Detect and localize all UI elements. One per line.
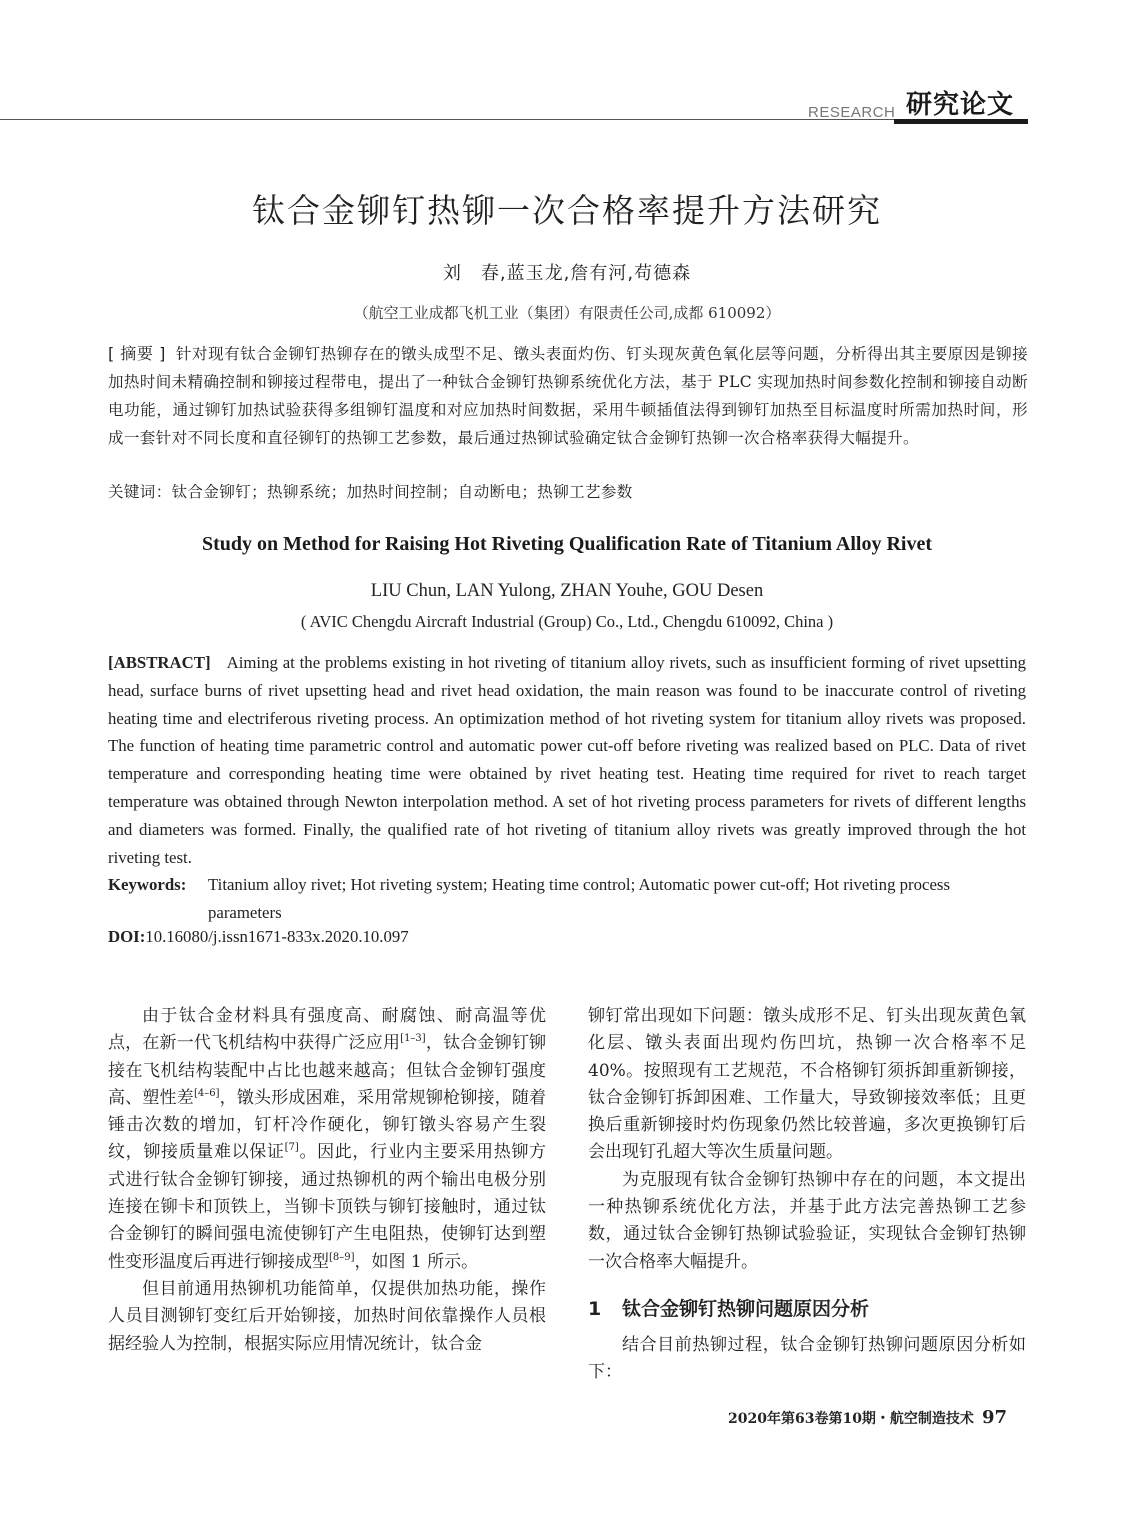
abstract-en-label: [ABSTRACT] xyxy=(108,653,211,672)
page-number: 97 xyxy=(981,1407,1007,1428)
section-label-en: RESEARCH xyxy=(808,104,896,121)
page-footer xyxy=(728,1407,1007,1428)
keywords-zh-label: 关键词： xyxy=(108,483,172,501)
paper-title-en: Study on Method for Raising Hot Riveting Qualification Rate of Titanium Alloy Rivet xyxy=(201,533,933,555)
body-paragraph-1: 由于钛合金材料具有强度高、耐腐蚀、耐高温等优点，在新一代飞机结构中获得广泛应用[1–3]，钛合金铆钉铆接在飞机结构装配中占比也越来越高；但钛合金铆钉强度高、塑性差[4–6]，镦头形成困难，采用常规铆枪铆接，随着锤击次数的增加，钉杆冷作硬化，铆钉镦头容易产生裂纹，铆接质量难以保证[7]。因此，行业内主要采用热铆方式进行钛合金铆钉铆接，通过热铆机的两个输出电极分别连接在铆卡和顶铁上，当铆卡顶铁与铆钉接触时，通过钛合金铆钉的瞬间强电流使铆钉产生电阻热，使铆钉达到塑性变形温度后再进行铆接成型[8–9]，如图 1 所示。 xyxy=(108,1006,547,1272)
body-column-left xyxy=(108,1003,546,1358)
body-column-right xyxy=(588,1003,1026,1387)
keywords-en-text: Titanium alloy rivet; Hot riveting system; Heating time control; Automatic power cut-off; Hot riveting process parameters xyxy=(208,875,950,922)
abstract-zh-text: 针对现有钛合金铆钉热铆存在的镦头成型不足、镦头表面灼伤、钉头现灰黄色氧化层等问题，分析得出其主要原因是铆接加热时间未精确控制和铆接过程带电，提出了一种钛合金铆钉热铆系统优化方法，基于 PLC 实现加热时间参数化控制和铆接自动断电功能，通过铆钉加热试验获得多组铆钉温度和对应加热时间数据，采用牛顿插值法得到铆钉加热至目标温度时所需加热时间，形成一套针对不同长度和直径铆钉的热铆工艺参数，最后通过热铆试验确定钛合金铆钉热铆一次合格率获得大幅提升。 xyxy=(108,345,1028,447)
keywords-zh-text: 钛合金铆钉；热铆系统；加热时间控制；自动断电；热铆工艺参数 xyxy=(171,483,633,501)
abstract-zh-label: [ 摘要 ] xyxy=(108,344,166,363)
affiliation-zh: （航空工业成都飞机工业（集团）有限责任公司,成都 610092） xyxy=(353,304,781,322)
section-heading-1 xyxy=(588,1294,1026,1324)
abstract-zh xyxy=(108,340,1028,452)
section-title: 钛合金铆钉热铆问题原因分析 xyxy=(622,1297,870,1320)
body-paragraph-5: 结合目前热铆过程，钛合金铆钉热铆问题原因分析如下： xyxy=(588,1334,1026,1383)
section-label-zh: 研究论文 xyxy=(906,90,1015,120)
doi-value: 10.16080/j.issn1671-833x.2020.10.097 xyxy=(145,927,409,946)
keywords-en xyxy=(108,871,1026,927)
journal-citation: 2020年第63卷第10期・航空制造技术 xyxy=(728,1411,974,1427)
doi xyxy=(108,927,409,947)
abstract-en xyxy=(108,649,1026,871)
citation-ref: [8–9] xyxy=(329,1251,355,1263)
section-number: 1 xyxy=(588,1297,602,1320)
keywords-zh xyxy=(108,478,1028,506)
affiliation-en: ( AVIC Chengdu Aircraft Industrial (Group) Co., Ltd., Chengdu 610092, China ) xyxy=(300,612,834,631)
citation-ref: [4–6] xyxy=(193,1087,220,1099)
keywords-en-label: Keywords: xyxy=(108,875,187,894)
body-paragraph-4: 为克服现有钛合金铆钉热铆中存在的问题，本文提出一种热铆系统优化方法，并基于此方法完善热铆工艺参数，通过钛合金铆钉热铆试验验证，实现钛合金铆钉热铆一次合格率大幅提升。 xyxy=(588,1169,1026,1272)
abstract-en-text: Aiming at the problems existing in hot riveting of titanium alloy rivets, such as insufficient forming of rivet upsetting head, surface burns of rivet upsetting head and rivet head oxidation, the main reason was found to be inaccurate control of riveting heating time and electriferous riveting process. An optimization method of hot riveting system for titanium alloy rivets was proposed. The function of heating time parametric control and automatic power cut-off before riveting was realized based on PLC. Data of rivet temperature and corresponding heating time were obtained by rivet heating test. Heating time required for rivet to reach target temperature was obtained through Newton interpolation method. A set of hot riveting process parameters for rivets of different lengths and diameters was formed. Finally, the qualified rate of hot riveting of titanium alloy rivets was greatly improved through the hot riveting test. xyxy=(108,653,1026,867)
doi-label: DOI: xyxy=(108,927,146,946)
body-paragraph-2: 但目前通用热铆机功能简单，仅提供加热功能，操作人员目测铆钉变红后开始铆接，加热时间依靠操作人员根据经验人为控制，根据实际应用情况统计，钛合金 xyxy=(108,1278,546,1354)
paper-title-zh: 钛合金铆钉热铆一次合格率提升方法研究 xyxy=(252,191,882,230)
authors-zh: 刘 春,蓝玉龙,詹有河,苟德森 xyxy=(442,263,692,284)
citation-ref: [7] xyxy=(284,1142,299,1154)
body-paragraph-3: 铆钉常出现如下问题：镦头成形不足、钉头出现灰黄色氧化层、镦头表面出现灼伤凹坑，热铆一次合格率不足 40%。按照现有工艺规范，不合格铆钉须拆卸重新铆接，钛合金铆钉拆卸困难、工作量大，导致铆接效率低；且更换后重新铆接时灼伤现象仍然比较普遍，多次更换铆钉后会出现钉孔超大等次生质量问题。 xyxy=(588,1006,1026,1163)
citation-ref: [1–3] xyxy=(400,1033,426,1045)
authors-en: LIU Chun, LAN Yulong, ZHAN Youhe, GOU Desen xyxy=(370,581,764,601)
